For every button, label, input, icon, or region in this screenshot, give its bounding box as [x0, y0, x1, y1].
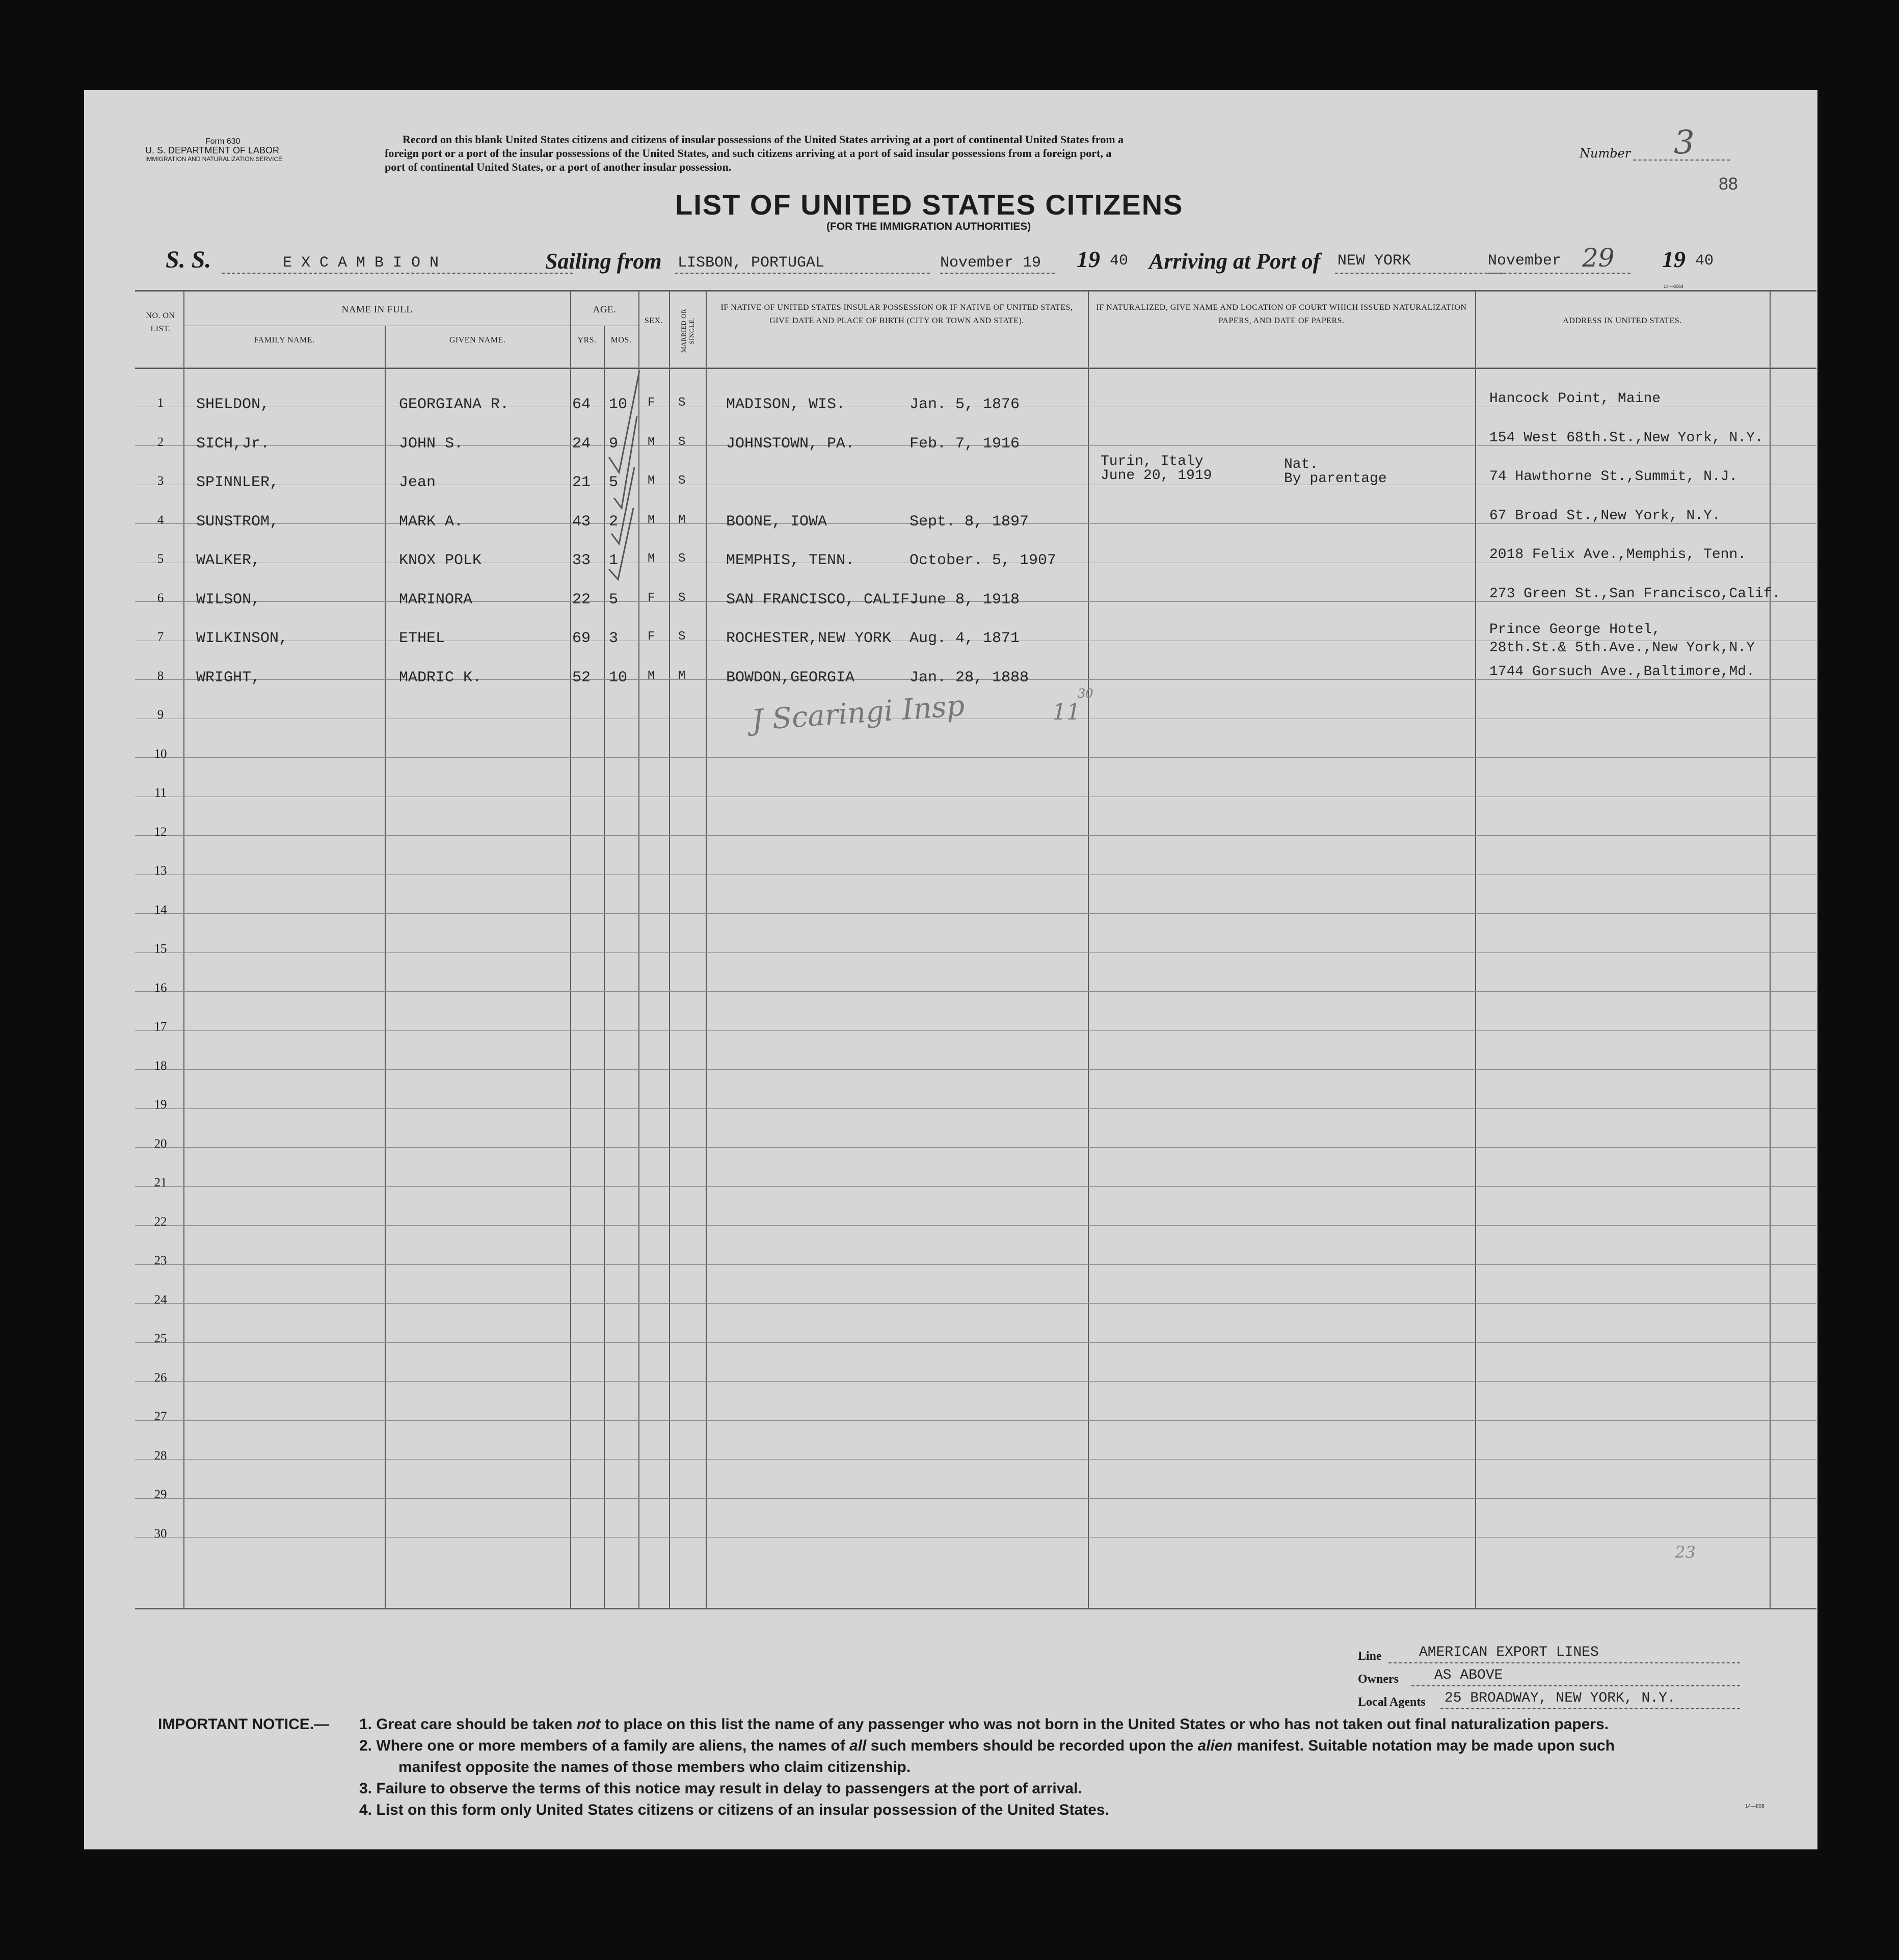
row-rule — [135, 1030, 1816, 1031]
sex-cell: M — [648, 669, 655, 683]
row-number: 6 — [157, 591, 164, 605]
row-number: 20 — [154, 1137, 167, 1151]
family-name-cell: SICH,Jr. — [196, 435, 270, 453]
row-rule — [135, 367, 1816, 368]
age-years-cell: 33 — [572, 552, 591, 569]
row-number: 4 — [157, 513, 164, 527]
arrival-year-prefix: 19 — [1662, 246, 1686, 272]
row-rule — [135, 757, 1816, 758]
address-cell-line-2: 28th.St.& 5th.Ave.,New York,N.Y — [1489, 640, 1755, 656]
col-line — [570, 290, 571, 1609]
sailing-label: Sailing from — [545, 249, 662, 274]
check-mark — [609, 508, 633, 579]
row-number: 21 — [154, 1176, 167, 1189]
notice-item-3 — [359, 1780, 1082, 1797]
naturalization-cell: Nat. — [1284, 457, 1319, 472]
small-code-top: 14—8064 — [1664, 284, 1684, 289]
row-number: 27 — [154, 1410, 167, 1423]
row-rule — [135, 1069, 1816, 1070]
from-port: LISBON, PORTUGAL — [678, 254, 825, 272]
row-number: 30 — [154, 1527, 167, 1541]
row-number: 18 — [154, 1059, 167, 1073]
check-mark — [611, 467, 634, 544]
row-number: 15 — [154, 942, 167, 956]
row-rule — [135, 1147, 1816, 1148]
notice-emphasis: not — [576, 1716, 601, 1733]
col-header-family-name: FAMILY NAME. — [254, 336, 315, 345]
age-years-cell: 69 — [572, 630, 591, 647]
col-header-no: NO. ON LIST. — [146, 311, 175, 333]
address-cell: 74 Hawthorne St.,Summit, N.J. — [1489, 469, 1738, 485]
row-number: 16 — [154, 981, 167, 995]
row-number: 26 — [154, 1371, 167, 1385]
birth-place-cell: MEMPHIS, TENN. — [726, 552, 855, 569]
notice-text: Where one or more members of a family are aliens, the names of — [376, 1737, 850, 1754]
age-years-cell: 64 — [572, 396, 591, 413]
row-number: 8 — [157, 669, 164, 683]
age-months-cell: 10 — [609, 396, 628, 413]
arrival-port: NEW YORK — [1338, 252, 1411, 270]
arrival-day: 29 — [1582, 243, 1615, 273]
age-years-cell: 24 — [572, 435, 591, 453]
birth-place-cell: BOWDON,GEORGIA — [726, 669, 855, 686]
marital-status-cell: S — [678, 552, 686, 566]
marital-status-cell: S — [678, 435, 686, 449]
signature-note-sup: 30 — [1078, 686, 1093, 701]
arrival-year-suffix: 40 — [1695, 252, 1714, 270]
col-header-address: ADDRESS IN UNITED STATES. — [1563, 316, 1682, 325]
row-rule — [135, 1264, 1816, 1265]
given-name-cell: KNOX POLK — [399, 552, 482, 569]
family-name-cell: WALKER, — [196, 552, 261, 569]
row-rule — [135, 1420, 1816, 1421]
row-number: 3 — [157, 474, 164, 488]
row-rule — [135, 835, 1816, 836]
family-name-cell: WILSON, — [196, 591, 261, 608]
sex-cell: F — [648, 591, 655, 605]
from-port-line — [675, 273, 930, 274]
address-cell: 2018 Felix Ave.,Memphis, Tenn. — [1489, 547, 1747, 563]
sail-date: November 19 — [940, 254, 1041, 272]
birth-place-cell: ROCHESTER,NEW YORK — [726, 630, 892, 647]
col-header-naturalized: IF NATURALIZED, GIVE NAME AND LOCATION OF COURT WHICH ISSUED NATURALIZATION PAPERS, AND DATE OF PAPERS. — [1096, 303, 1467, 325]
age-months-cell: 1 — [609, 552, 619, 569]
service-label: IMMIGRATION AND NATURALIZATION SERVICE — [145, 155, 283, 163]
row-number: 17 — [154, 1020, 167, 1034]
sex-cell: M — [648, 513, 655, 527]
col-header-given-name: GIVEN NAME. — [449, 336, 506, 345]
sail-date-line — [940, 273, 1055, 274]
instructions-line-2: foreign port or a port of the insular possessions of the United States, and such citizens arriving at a port of said insular possessions from a foreign port, a — [385, 147, 1112, 160]
row-rule — [135, 991, 1816, 992]
notice-text: such members should be recorded upon the — [866, 1737, 1198, 1754]
sex-cell: F — [648, 396, 655, 410]
row-number: 14 — [154, 903, 167, 917]
row-number: 22 — [154, 1215, 167, 1229]
address-cell: 67 Broad St.,New York, N.Y. — [1489, 508, 1721, 524]
age-months-cell: 5 — [609, 474, 619, 491]
birth-place-cell: MADISON, WIS. — [726, 396, 846, 413]
row-number: 5 — [157, 552, 164, 566]
ss-label: S. S. — [166, 246, 211, 273]
bottom-code: 14—808 — [1745, 1804, 1764, 1809]
notice-num: 3. — [359, 1780, 372, 1797]
row-rule — [135, 913, 1816, 914]
row-rule — [135, 1225, 1816, 1226]
ship-name: E X C A M B I O N — [283, 254, 439, 272]
arrival-date-line — [1488, 273, 1630, 274]
birth-date-cell: Jan. 28, 1888 — [910, 669, 1029, 686]
given-name-cell: ETHEL — [399, 630, 445, 647]
birth-date-cell: Aug. 4, 1871 — [910, 630, 1020, 647]
naturalization-cell: By parentage — [1284, 471, 1387, 487]
col-line — [1088, 290, 1089, 1609]
row-rule — [135, 1537, 1816, 1538]
row-rule — [135, 1459, 1816, 1460]
age-years-cell: 21 — [572, 474, 591, 491]
birth-date-cell: Sept. 8, 1897 — [910, 513, 1029, 531]
birth-date-cell: Feb. 7, 1916 — [910, 435, 1020, 453]
age-months-cell: 5 — [609, 591, 619, 608]
address-cell: Prince George Hotel, — [1489, 622, 1661, 638]
col-header-sex: SEX. — [644, 316, 663, 325]
notice-num: 2. — [359, 1737, 372, 1754]
marital-status-cell: M — [678, 513, 686, 527]
page-title: LIST OF UNITED STATES CITIZENS — [675, 189, 1184, 221]
sex-cell: M — [648, 474, 655, 488]
row-number: 28 — [154, 1449, 167, 1463]
agents-value: 25 BROADWAY, NEW YORK, N.Y. — [1445, 1690, 1676, 1706]
age-years-cell: 22 — [572, 591, 591, 608]
age-years-cell: 43 — [572, 513, 591, 531]
page-mark: 88 — [1719, 174, 1738, 194]
marital-status-cell: M — [678, 669, 686, 683]
row-number: 2 — [157, 435, 164, 449]
row-number: 13 — [154, 864, 167, 878]
instructions-line-3: port of continental United States, or a port of another insular possession. — [385, 161, 732, 173]
notice-num: 1. — [359, 1716, 372, 1733]
inspector-signature: J Scaringi Insp — [751, 689, 966, 737]
notice-text: Great care should be taken — [376, 1716, 577, 1733]
line-underline — [1388, 1662, 1740, 1663]
marital-status-cell: S — [678, 630, 686, 644]
number-value: 3 — [1674, 124, 1695, 162]
sex-cell: F — [648, 630, 655, 644]
col-line — [385, 326, 386, 1609]
department-label: U. S. DEPARTMENT OF LABOR — [145, 145, 280, 155]
notice-item-1 — [359, 1716, 1609, 1733]
age-months-cell: 10 — [609, 669, 628, 686]
marital-status-cell: S — [678, 396, 686, 410]
notice-num: 4. — [359, 1802, 372, 1818]
table-top-rule — [135, 290, 1816, 292]
address-cell: Hancock Point, Maine — [1489, 391, 1661, 407]
age-years-cell: 52 — [572, 669, 591, 686]
notice-text: manifest. Suitable notation may be made upon such — [1232, 1737, 1615, 1754]
sex-cell: M — [648, 552, 655, 566]
row-number: 10 — [154, 747, 167, 761]
arrival-month: November — [1488, 252, 1562, 270]
sex-cell: M — [648, 435, 655, 449]
notice-emphasis: alien — [1197, 1737, 1233, 1754]
notice-item-4 — [359, 1802, 1109, 1819]
given-name-cell: MARINORA — [399, 591, 473, 608]
row-number: 11 — [154, 786, 167, 800]
col-header-mos: MOS. — [610, 336, 632, 345]
col-line — [1475, 290, 1476, 1609]
row-rule — [135, 1303, 1816, 1304]
row-number: 23 — [154, 1254, 167, 1267]
family-name-cell: SPINNLER, — [196, 474, 279, 491]
check-marks — [594, 340, 655, 595]
row-rule — [135, 1381, 1816, 1382]
address-cell: 273 Green St.,San Francisco,Calif. — [1489, 586, 1781, 602]
notice-text: Failure to observe the terms of this notice may result in delay to passengers at the port of arrival. — [376, 1780, 1082, 1797]
notice-text: to place on this list the name of any passenger who was not born in the United States or who has not taken out final naturalization papers. — [600, 1716, 1609, 1733]
number-label: Number — [1580, 146, 1631, 161]
check-mark — [614, 416, 637, 508]
col-header-married: MARRIED OR SINGLE. — [680, 308, 696, 353]
notice-text: List on this form only United States citizens or citizens of an insular possession of the United States. — [376, 1802, 1109, 1818]
birth-place-cell: SAN FRANCISCO, CALIF. — [726, 591, 919, 608]
col-line — [183, 290, 184, 1609]
family-name-cell: SUNSTROM, — [196, 513, 279, 531]
row-rule — [135, 1498, 1816, 1499]
owners-value: AS ABOVE — [1434, 1667, 1503, 1683]
naturalization-cell: June 20, 1919 — [1101, 468, 1212, 484]
birth-place-cell: JOHNSTOWN, PA. — [726, 435, 855, 453]
form-number: Form 630 — [205, 137, 240, 146]
owners-underline — [1411, 1685, 1740, 1686]
given-name-cell: MARK A. — [399, 513, 464, 531]
sail-year-suffix: 40 — [1110, 252, 1129, 270]
row-rule — [135, 1342, 1816, 1343]
notice-heading: IMPORTANT NOTICE.— — [158, 1716, 330, 1733]
line-value: AMERICAN EXPORT LINES — [1419, 1645, 1599, 1660]
row-number: 12 — [154, 825, 167, 839]
ship-line — [222, 273, 573, 274]
address-cell: 1744 Gorsuch Ave.,Baltimore,Md. — [1489, 664, 1755, 680]
row-rule — [135, 1108, 1816, 1109]
col-line — [1770, 290, 1771, 1609]
row-number: 19 — [154, 1098, 167, 1111]
notice-item-2-cont: manifest opposite the names of those members who claim citizenship. — [398, 1759, 911, 1776]
notice-item-2 — [359, 1737, 1615, 1755]
row-number: 7 — [157, 630, 164, 644]
agents-label: Local Agents — [1358, 1696, 1426, 1709]
birth-date-cell: Jan. 5, 1876 — [910, 396, 1020, 413]
family-name-cell: WILKINSON, — [196, 630, 288, 647]
sail-year-prefix: 19 — [1077, 246, 1100, 272]
col-header-yrs: YRS. — [577, 336, 597, 345]
row-number: 24 — [154, 1293, 167, 1307]
col-header-age: AGE. — [593, 304, 617, 315]
row-number: 25 — [154, 1332, 167, 1345]
table-bottom-rule — [135, 1608, 1816, 1609]
col-line — [706, 290, 707, 1609]
given-name-cell: JOHN S. — [399, 435, 464, 453]
family-name-cell: WRIGHT, — [196, 669, 261, 686]
birth-date-cell: June 8, 1918 — [910, 591, 1020, 608]
document-sheet — [84, 90, 1817, 1849]
bottom-mark: 23 — [1675, 1543, 1696, 1562]
row-number: 29 — [154, 1488, 167, 1501]
age-months-cell: 3 — [609, 630, 619, 647]
col-header-native: IF NATIVE OF UNITED STATES INSULAR POSSESSION OR IF NATIVE OF UNITED STATES, GIVE DATE AND PLACE OF BIRTH (CITY OR TOWN AND STATE). — [720, 303, 1073, 325]
line-label: Line — [1358, 1650, 1382, 1663]
naturalization-cell: Turin, Italy — [1101, 454, 1203, 469]
family-name-cell: SHELDON, — [196, 396, 270, 413]
owners-label: Owners — [1358, 1673, 1399, 1686]
arrival-port-line — [1335, 273, 1503, 274]
notice-emphasis: all — [849, 1737, 867, 1754]
marital-status-cell: S — [678, 591, 686, 605]
birth-date-cell: October. 5, 1907 — [910, 552, 1057, 569]
signature-note: 11 — [1052, 699, 1081, 725]
given-name-cell: GEORGIANA R. — [399, 396, 510, 413]
agents-underline — [1440, 1708, 1740, 1709]
address-cell: 154 West 68th.St.,New York, N.Y. — [1489, 430, 1763, 446]
row-number: 1 — [157, 396, 164, 410]
age-months-cell: 9 — [609, 435, 619, 453]
marital-status-cell: S — [678, 474, 686, 488]
given-name-cell: MADRIC K. — [399, 669, 482, 686]
birth-place-cell: BOONE, IOWA — [726, 513, 827, 531]
row-rule — [135, 1186, 1816, 1187]
arriving-label: Arriving at Port of — [1149, 249, 1321, 274]
row-rule — [135, 952, 1816, 953]
row-number: 9 — [157, 708, 164, 722]
age-months-cell: 2 — [609, 513, 619, 531]
col-header-name-in-full: NAME IN FULL — [341, 304, 413, 315]
check-mark — [609, 370, 639, 472]
page-subtitle: (FOR THE IMMIGRATION AUTHORITIES) — [826, 221, 1031, 232]
given-name-cell: Jean — [399, 474, 436, 491]
col-line — [669, 290, 670, 1609]
instructions-line-1: Record on this blank United States citizens and citizens of insular possessions of the United States arriving at a port of continental United States from a — [403, 133, 1124, 146]
